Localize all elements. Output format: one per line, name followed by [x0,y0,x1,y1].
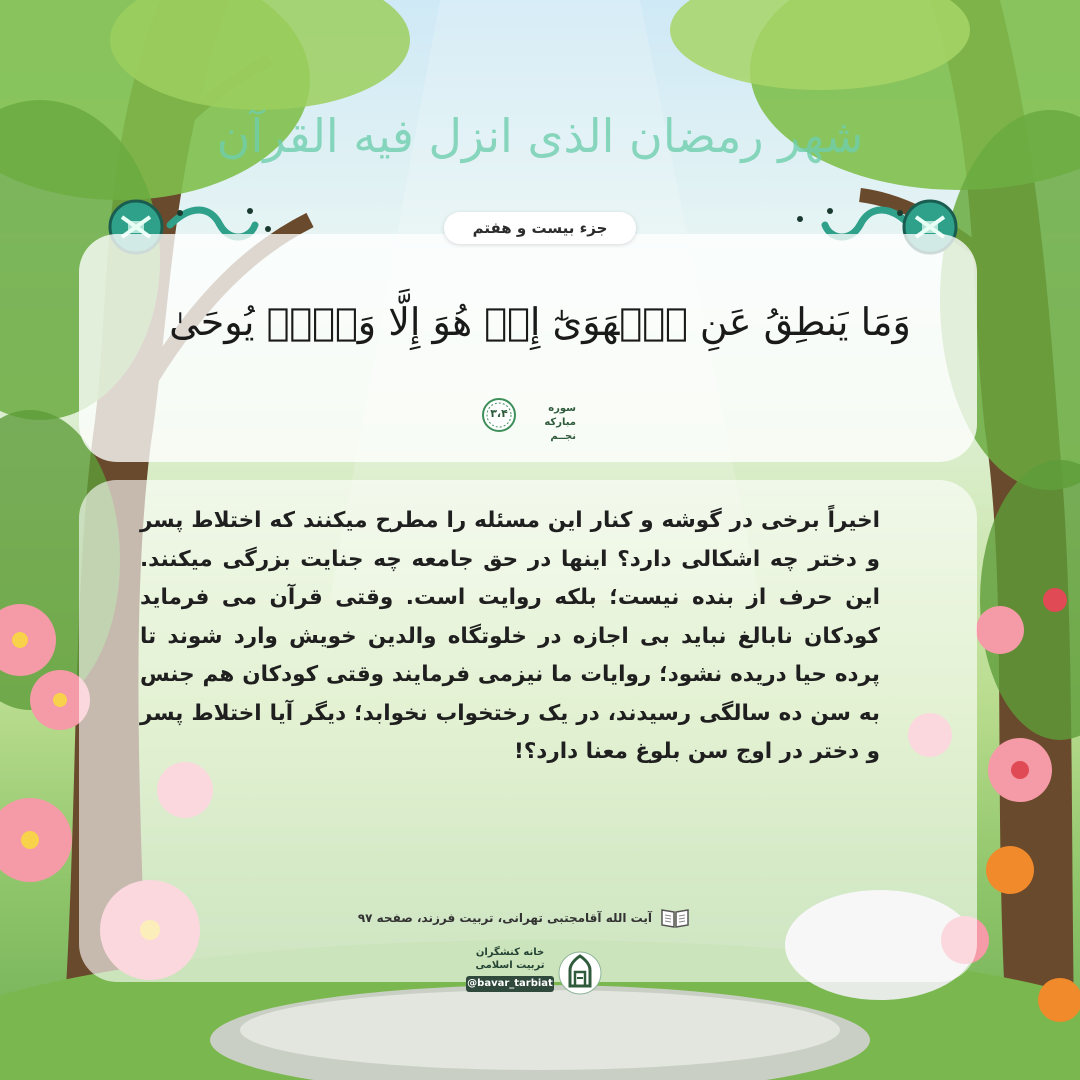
surah-title: سوره مبارکه [544,403,576,428]
open-book-icon [660,907,690,929]
logo-mark-icon [558,948,602,998]
citation [340,907,690,929]
brand-line-1: خانه کنشگران [475,947,545,958]
brand-logo [466,942,606,1004]
social-handle: @bavar_tarbiat [466,976,554,992]
juz-badge: جزء بیست و هفتم [444,212,636,244]
body-paragraph: اخیراً برخی در گوشه و کنار این مسئله را مطرح میکنند که اختلاط پسر و دختر چه اشکالی دارد؟ اینها در حق جامعه چه جنایت بزرگی میکنند. این حرف از بنده نیست؛ بلکه روایت است. وقتی قرآن می فرماید کودکان نابالغ نباید بی اجازه در خلوتگاه والدین خویش وارد شوند تا پرده حیا دریده نشود؛ روایات ما نیزمی فرمایند وقتی کودکان هم جنس به سن ده سالگی رسیدند، در یک رختخواب نخوابد؛ دیگر آیا اختلاط پسر و دختر در اوج سن بلوغ معنا دارد؟! [140,508,880,764]
quran-verse: وَمَا يَنطِقُ عَنِ ٱلۡهَوَىٰٓ إِنۡ هُوَ إِلَّا وَحۡيٞ يُوحَىٰ [169,300,911,344]
citation-text: آیت الله آقامجتبی تهرانی، تربیت فرزند، صفحه ۹۷ [357,911,652,925]
ornament-swirl-right-icon [797,208,910,237]
brand-name [466,946,554,972]
surah-label [514,402,576,444]
surah-name: نجــم [550,431,576,442]
brand-line-2: تربیت اسلامی [475,960,545,971]
ornament-swirl-left-icon [170,208,271,237]
calligraphy-text: شهر رمضان الذی انزل فیه القرآن [216,109,864,163]
verse-number-badge [482,395,516,435]
verse-number: ۳،۴ [490,407,508,420]
ramadan-calligraphy [216,78,864,188]
